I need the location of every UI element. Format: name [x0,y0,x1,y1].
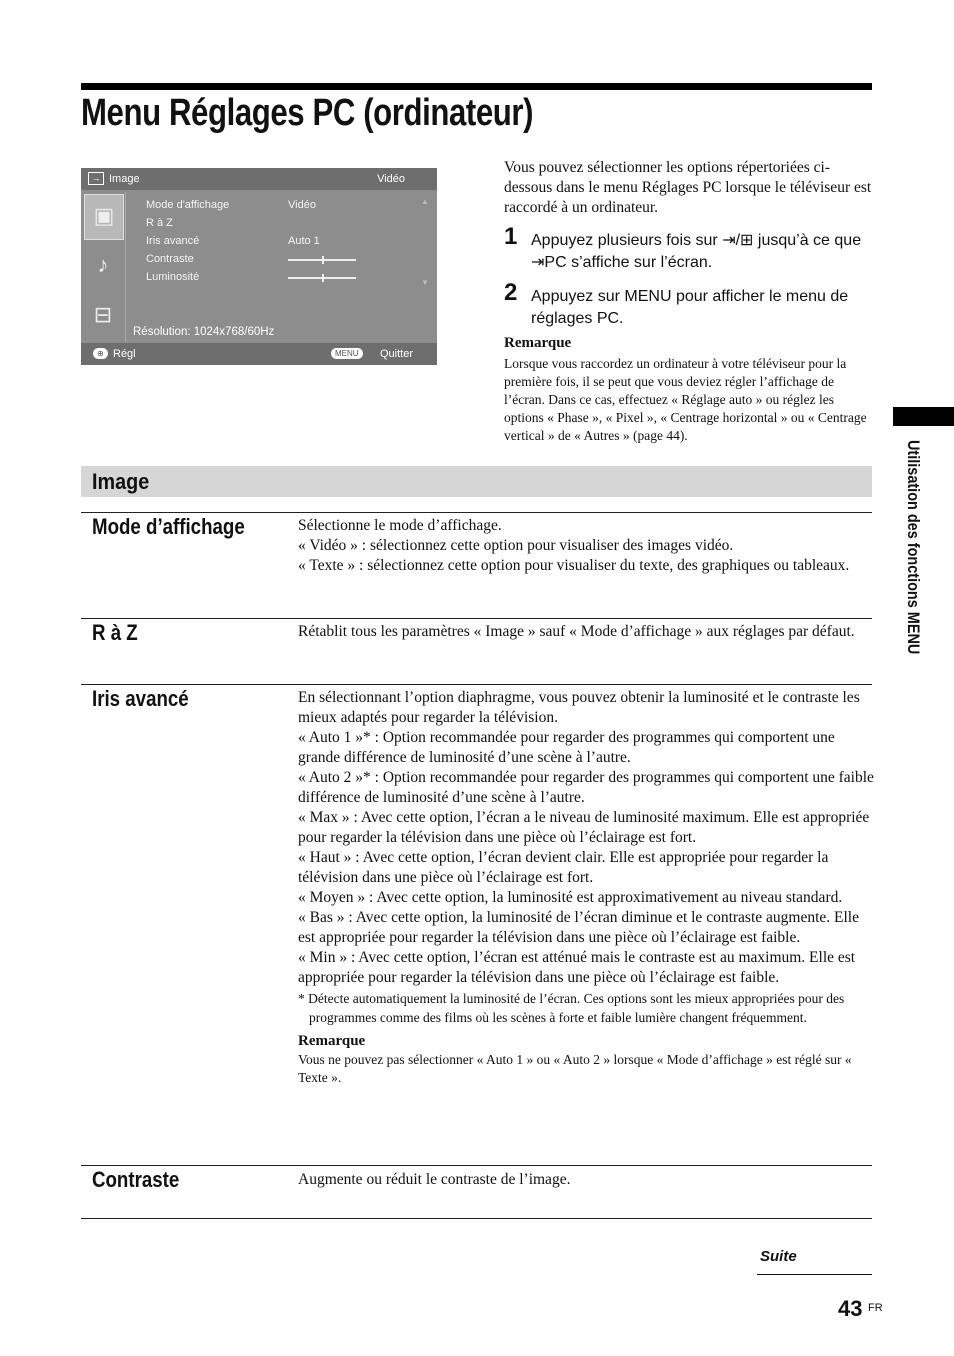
page-lang: FR [868,1302,883,1314]
desc-mode-affichage: Sélectionne le mode d’affichage. « Vidéo » : sélectionnez cette option pour visualiser des images vidéo. « Texte » : sélectionnez cette option pour visualiser du texte, des graphiques ou tableaux. [298,517,850,574]
menu-item: Mode d'affichage [146,199,230,211]
section-tab-marker [893,407,954,426]
step-text: Appuyez plusieurs fois sur ⇥/⊞ jusqu’à ce que ⇥PC s’affiche sur l’écran. [531,232,862,271]
continued-label: Suite [760,1248,797,1265]
menu-item: Contraste [146,253,194,265]
remark-text: Vous ne pouvez pas sélectionner « Auto 1 » ou « Auto 2 » lorsque « Mode d’affichage » est réglé sur « Texte ». [298,1052,852,1085]
side-label: Utilisation des fonctions MENU [904,440,923,655]
select-button-icon: ⊕ [93,348,108,359]
menu-item: Luminosité [146,271,200,283]
mode-value: Vidéo [288,199,316,211]
term-contraste: Contraste [92,1167,180,1192]
section-title: Image [92,469,150,494]
term-iris-avance: Iris avancé [92,686,189,711]
music-note-icon: ♪ [97,252,109,277]
menu-button-badge: MENU [331,348,363,359]
iris-value: Auto 1 [288,235,320,247]
desc-raz: Rétablit tous les paramètres « Image » sauf « Mode d’affichage » aux réglages par défaut. [298,623,855,640]
tv-menu-screen [81,168,437,365]
remark-heading: Remarque [298,1033,366,1049]
term-mode-affichage: Mode d’affichage [92,514,245,539]
section-header [81,466,872,497]
remark-heading: Remarque [504,335,572,351]
resolution-readout: Résolution: 1024x768/60Hz [133,326,275,338]
page-title: Menu Réglages PC (ordinateur) [81,92,534,134]
step-1 [504,223,872,274]
term-raz: R à Z [92,620,138,645]
input-icon: → [88,172,104,185]
scroll-down-icon: ▼ [421,278,429,287]
step-number: 1 [504,223,518,250]
screen-header-value: Vidéo [377,173,405,185]
page-number: 43 [838,1296,863,1321]
step-text: Appuyez sur MENU pour afficher le menu de réglages PC. [531,288,849,327]
title-rule [81,83,872,90]
desc-contraste: Augmente ou réduit le contraste de l’image. [298,1171,571,1188]
step-2 [504,279,872,330]
brightness-slider [288,277,356,279]
screen-footer [81,343,437,365]
scroll-up-icon: ▲ [421,197,429,206]
footer-right-label: Quitter [379,348,413,360]
toolbox-icon: ⊟ [93,302,113,327]
contrast-slider [288,259,356,261]
image-icon: ▣ [84,194,124,240]
remark-text: Lorsque vous raccordez un ordinateur à votre téléviseur pour la première fois, il se peut que vous deviez régler l’affichage de l’écran. Dans ce cas, effectuez « Réglage auto » ou réglez les options « Phase », « Pixel », « Centrage horizontal » ou « Centrage vertical » de « Autres » (page 44). [504,356,867,443]
intro-text: Vous pouvez sélectionner les options répertoriées ci-dessous dans le menu Réglages PC lorsque le téléviseur est raccordé à un ordinateur. [504,159,872,216]
step-number: 2 [504,279,518,306]
footnote: * Détecte automatiquement la luminosité de l’écran. Ces options sont les mieux appropriées pour des programmes comme des films où les scènes à forte et faible lumière changent fréquemment. [298,991,845,1025]
menu-item: Iris avancé [146,235,200,247]
screen-sidebar [81,190,125,343]
screen-header-title: Image [109,173,140,185]
screen-header [81,168,437,190]
menu-item: R à Z [146,217,173,229]
desc-iris-avance: En sélectionnant l’option diaphragme, vous pouvez obtenir la luminosité et le contraste les mieux adaptés pour regarder la télévision. « Auto 1 »* : Option recommandée pour regarder des programmes qui comportent une grande différence de luminosité d’une scène à l’autre. « Auto 2 »* : Option recommandée pour regarder des programmes qui comportent une faible différence de luminosité d’une scène à l’autre. « Max » : Avec cette option, l’écran a le niveau de luminosité maximum. Elle est appropriée pour regarder la télévision dans une pièce où l’éclairage est fort. « Haut » : Avec cette option, l’écran devient clair. Elle est appropriée pour regarder la télévision dans une pièce où l’éclairage est fort. « Moyen » : Avec cette option, la luminosité est approximativement au niveau standard. « Bas » : Avec cette option, la luminosité de l’écran diminue et le contraste augmente. Elle est appropriée pour regarder la télévision dans une pièce où l’éclairage est faible. « Min » : Avec cette option, l’écran est atténué mais le contraste est au maximum. Elle est appropriée pour regarder la télévision dans une pièce où l’éclairage est faible. * Détecte automatiquement la luminosité de l’écran. Ces options sont les mieux appropriées pour des programmes comme des films où les scènes à forte et faible lumière changent fréquemment. Remarque Vous ne pouvez pas sélectionner « Auto 1 » ou « Auto 2 » lorsque « Mode d’affichage » est réglé sur « Texte ». [298,689,874,1085]
footer-left-label: Régl [113,348,136,360]
